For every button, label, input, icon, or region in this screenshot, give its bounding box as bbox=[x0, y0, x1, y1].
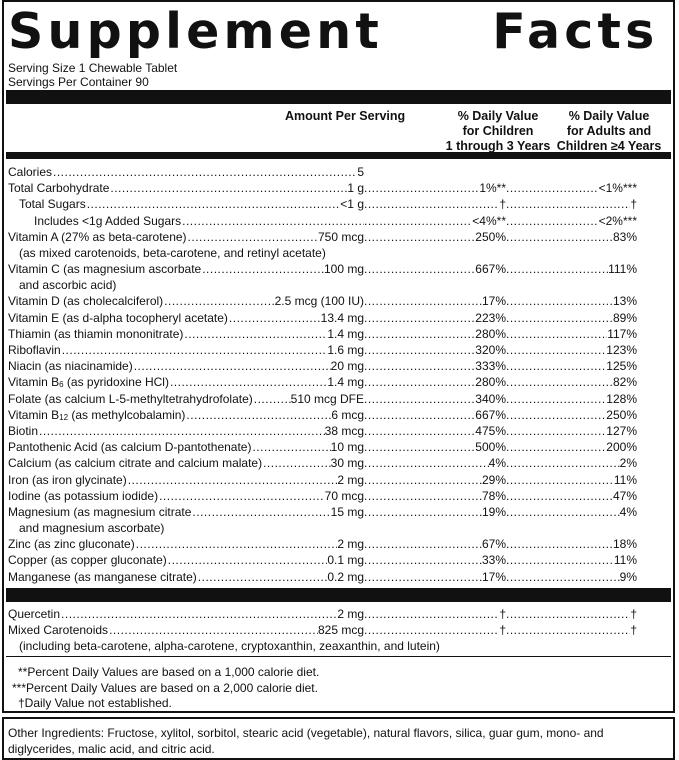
nutrient-dv-children: 78% bbox=[481, 488, 506, 503]
nutrient-row bbox=[8, 472, 669, 488]
nutrient-name-amount bbox=[8, 391, 364, 407]
nutrient-dv-children: 223% bbox=[475, 310, 506, 325]
nutrient-name: Manganese (as manganese citrate) bbox=[8, 569, 197, 584]
nutrient-name-amount bbox=[8, 569, 364, 585]
nutrient-leader bbox=[364, 439, 475, 455]
nutrient-amount: 2 mg bbox=[337, 472, 364, 487]
nutrient-amount: <1 g bbox=[340, 197, 364, 212]
nutrient-name: Magnesium (as magnesium citrate bbox=[8, 504, 192, 519]
nutrient-leader bbox=[188, 229, 318, 245]
nutrient-leader bbox=[506, 342, 606, 358]
nutrient-dv-adults-cell bbox=[506, 553, 637, 569]
nutrient-leader bbox=[364, 326, 475, 342]
nutrient-dv-children-cell bbox=[364, 536, 506, 552]
other-active-dv-children-cell bbox=[364, 606, 506, 622]
nutrient-leader bbox=[128, 472, 338, 488]
nutrient-dv-children-cell bbox=[364, 374, 506, 390]
divider-thick-2 bbox=[6, 588, 671, 602]
nutrient-leader bbox=[506, 488, 613, 504]
nutrient-leader bbox=[252, 439, 330, 455]
nutrient-dv-adults-cell bbox=[506, 180, 637, 196]
nutrient-amount: 1 g bbox=[347, 181, 364, 196]
nutrient-dv-adults: <1%*** bbox=[598, 181, 637, 196]
nutrient-dv-children-cell bbox=[364, 310, 506, 326]
other-active-leader bbox=[364, 622, 499, 638]
nutrient-amount: 2.5 mcg (100 IU) bbox=[274, 294, 364, 309]
nutrient-dv-children-cell bbox=[364, 358, 506, 374]
nutrient-dv-adults: 13% bbox=[612, 294, 637, 309]
nutrient-row bbox=[8, 455, 669, 471]
nutrient-leader bbox=[364, 391, 475, 407]
other-active-leader bbox=[61, 606, 337, 622]
nutrient-dv-adults: 127% bbox=[606, 423, 637, 438]
nutrient-row bbox=[8, 196, 669, 212]
other-active-name-amount bbox=[8, 622, 364, 638]
nutrient-dv-children: 280% bbox=[475, 326, 506, 341]
nutrient-name-amount bbox=[8, 374, 364, 390]
nutrient-amount: 100 mg bbox=[323, 262, 364, 277]
nutrient-amount: 2 mg bbox=[337, 537, 364, 552]
nutrient-row bbox=[8, 504, 669, 520]
nutrient-dv-children-cell bbox=[364, 213, 506, 229]
nutrient-leader bbox=[506, 358, 606, 374]
nutrient-dv-adults-cell bbox=[506, 423, 637, 439]
header-dv-children: % Daily Value for Children 1 through 3 Years bbox=[445, 109, 551, 153]
nutrient-dv-adults-cell bbox=[506, 342, 637, 358]
nutrient-leader bbox=[364, 196, 499, 212]
nutrient-dv-adults: 117% bbox=[607, 326, 637, 341]
nutrient-name-amount bbox=[8, 261, 364, 277]
nutrient-dv-adults-cell bbox=[506, 391, 637, 407]
nutrient-dv-children: 17% bbox=[481, 569, 506, 584]
nutrient-source-note: (as mixed carotenoids, beta-carotene, and retinyl acetate) bbox=[19, 245, 326, 260]
nutrient-dv-children-cell bbox=[364, 196, 506, 212]
nutrient-dv-adults-cell bbox=[506, 407, 637, 423]
nutrient-dv-children: 67% bbox=[481, 537, 506, 552]
nutrient-dv-children: 333% bbox=[475, 359, 506, 374]
nutrient-amount: 5 bbox=[357, 164, 364, 179]
nutrient-leader bbox=[506, 553, 614, 569]
nutrient-leader bbox=[364, 423, 475, 439]
nutrient-leader bbox=[87, 196, 341, 212]
nutrient-leader bbox=[506, 229, 613, 245]
nutrient-name: Zinc (as zinc gluconate) bbox=[8, 537, 135, 552]
nutrient-leader bbox=[364, 294, 482, 310]
nutrient-leader bbox=[263, 455, 331, 471]
nutrient-leader bbox=[364, 229, 475, 245]
nutrient-amount: 1.6 mg bbox=[327, 343, 364, 358]
divider-thick bbox=[6, 90, 671, 104]
other-active-dv-adults: † bbox=[630, 623, 637, 638]
nutrient-amount: 510 mcg DFE bbox=[290, 391, 364, 406]
nutrient-dv-adults-cell bbox=[506, 261, 637, 277]
nutrient-leader bbox=[53, 164, 357, 180]
nutrient-dv-adults-cell bbox=[506, 326, 637, 342]
nutrient-dv-children-cell bbox=[364, 488, 506, 504]
nutrient-leader bbox=[364, 261, 475, 277]
nutrient-dv-adults: 11% bbox=[613, 472, 637, 487]
nutrient-dv-adults: 123% bbox=[606, 343, 637, 358]
nutrient-amount: 70 mcg bbox=[324, 488, 364, 503]
other-active-amount: 825 mcg bbox=[317, 623, 364, 638]
nutrient-dv-adults: 82% bbox=[612, 375, 637, 390]
other-active-dv-children: † bbox=[499, 623, 506, 638]
nutrient-name: Includes <1g Added Sugars bbox=[34, 213, 182, 228]
nutrient-name: Vitamin A (27% as beta-carotene) bbox=[8, 229, 187, 244]
servings-per-container: Servings Per Container 90 bbox=[8, 75, 149, 89]
nutrient-dv-children-cell bbox=[364, 229, 506, 245]
nutrient-row bbox=[8, 164, 669, 180]
nutrient-dv-adults: 47% bbox=[612, 488, 637, 503]
footnote-1: **Percent Daily Values are based on a 1,000 calorie diet. bbox=[18, 665, 320, 680]
nutrient-row bbox=[8, 294, 669, 310]
nutrient-row bbox=[8, 213, 669, 229]
nutrient-row bbox=[8, 553, 669, 569]
nutrient-leader bbox=[182, 213, 364, 229]
nutrient-dv-children: † bbox=[499, 197, 506, 212]
nutrient-leader bbox=[364, 488, 482, 504]
nutrient-dv-children-cell bbox=[364, 391, 506, 407]
nutrient-dv-adults-cell bbox=[506, 488, 637, 504]
nutrient-leader bbox=[506, 455, 620, 471]
nutrient-leader bbox=[192, 504, 330, 520]
nutrient-leader bbox=[506, 439, 606, 455]
nutrient-row bbox=[8, 358, 669, 374]
nutrient-dv-adults: 128% bbox=[606, 391, 637, 406]
nutrient-name: Iodine (as potassium iodide) bbox=[8, 488, 159, 503]
other-active-name: Quercetin bbox=[8, 606, 61, 621]
nutrient-dv-adults-cell bbox=[506, 358, 637, 374]
nutrient-dv-adults-cell bbox=[506, 569, 637, 585]
nutrient-leader bbox=[364, 374, 475, 390]
nutrient-dv-children: 280% bbox=[475, 375, 506, 390]
nutrient-dv-adults: 2% bbox=[619, 456, 637, 471]
nutrient-row bbox=[8, 374, 669, 390]
nutrient-dv-children-cell bbox=[364, 261, 506, 277]
nutrient-leader bbox=[506, 294, 613, 310]
other-active-dv-children-cell bbox=[364, 622, 506, 638]
nutrient-dv-children: 500% bbox=[475, 440, 506, 455]
nutrient-dv-adults-cell bbox=[506, 504, 637, 520]
nutrient-name-amount bbox=[8, 294, 364, 310]
nutrient-name-amount bbox=[8, 213, 364, 229]
other-active-amount: 2 mg bbox=[337, 606, 364, 621]
nutrient-amount: 13.4 mg bbox=[320, 310, 364, 325]
other-active-dv-adults-cell bbox=[506, 606, 637, 622]
nutrient-leader bbox=[62, 342, 328, 358]
nutrient-leader bbox=[168, 553, 328, 569]
nutrient-dv-adults: 250% bbox=[606, 407, 637, 422]
nutrient-dv-adults-cell bbox=[506, 196, 637, 212]
nutrient-name-amount bbox=[8, 455, 364, 471]
nutrient-dv-children-cell bbox=[364, 569, 506, 585]
nutrient-row bbox=[8, 536, 669, 552]
nutrient-dv-adults-cell bbox=[506, 310, 637, 326]
nutrient-name: Calories bbox=[8, 164, 53, 179]
other-active-leader bbox=[109, 622, 318, 638]
nutrient-amount: 10 mg bbox=[330, 440, 364, 455]
nutrient-amount: 0.1 mg bbox=[327, 553, 364, 568]
nutrient-dv-children-cell bbox=[364, 407, 506, 423]
panel-title: Supplement Facts bbox=[8, 3, 659, 60]
nutrient-dv-adults: 11% bbox=[613, 553, 637, 568]
other-ingredients: Other Ingredients: Fructose, xylitol, sorbitol, stearic acid (vegetable), natural flavors, silica, guar gum, mono- and diglycerides, malic acid, and citric acid. bbox=[2, 717, 675, 760]
nutrient-row bbox=[8, 569, 669, 585]
nutrient-name-amount bbox=[8, 407, 364, 423]
nutrient-dv-adults-cell bbox=[506, 294, 637, 310]
nutrient-name: Vitamin C (as magnesium ascorbate bbox=[8, 262, 202, 277]
nutrient-leader bbox=[136, 536, 338, 552]
nutrient-row bbox=[8, 488, 669, 504]
nutrient-leader bbox=[364, 358, 475, 374]
serving-size: Serving Size 1 Chewable Tablet bbox=[8, 61, 178, 75]
nutrient-list bbox=[8, 159, 669, 585]
nutrient-leader bbox=[39, 423, 325, 439]
nutrient-leader bbox=[198, 569, 328, 585]
nutrient-leader bbox=[506, 374, 613, 390]
nutrient-name: Vitamin E (as d-alpha tocopheryl acetate) bbox=[8, 310, 228, 325]
nutrient-leader bbox=[506, 261, 608, 277]
nutrient-dv-children: 33% bbox=[481, 553, 506, 568]
nutrient-leader bbox=[202, 261, 324, 277]
nutrient-name: Biotin bbox=[8, 423, 39, 438]
nutrient-leader bbox=[506, 180, 599, 196]
nutrient-dv-children: 340% bbox=[475, 391, 506, 406]
other-active-leader bbox=[364, 606, 499, 622]
nutrient-leader bbox=[184, 326, 327, 342]
nutrient-name-amount bbox=[8, 472, 364, 488]
nutrient-leader bbox=[364, 342, 475, 358]
nutrient-row bbox=[8, 407, 669, 423]
nutrient-name-amount bbox=[8, 536, 364, 552]
nutrient-dv-children: 667% bbox=[475, 262, 506, 277]
nutrient-leader bbox=[364, 472, 482, 488]
nutrient-name: Niacin (as niacinamide) bbox=[8, 359, 133, 374]
nutrient-dv-children: 29% bbox=[481, 472, 506, 487]
nutrient-dv-children: 1%** bbox=[479, 181, 506, 196]
footnotes bbox=[8, 657, 669, 712]
footnote-2: ***Percent Daily Values are based on a 2,000 calorie diet. bbox=[12, 680, 318, 695]
nutrient-dv-children-cell bbox=[364, 180, 506, 196]
nutrient-dv-children: 667% bbox=[475, 407, 506, 422]
other-active-dv-adults-cell bbox=[506, 622, 637, 638]
other-active-note: (including beta-carotene, alpha-carotene, cryptoxanthin, zeaxanthin, and lutein) bbox=[19, 639, 440, 654]
nutrient-leader bbox=[506, 407, 606, 423]
nutrient-dv-adults-cell bbox=[506, 472, 637, 488]
nutrient-leader bbox=[186, 407, 331, 423]
nutrient-leader bbox=[364, 213, 472, 229]
nutrient-dv-children-cell bbox=[364, 455, 506, 471]
other-active-dv-adults: † bbox=[630, 606, 637, 621]
nutrient-dv-adults-cell bbox=[506, 229, 637, 245]
nutrient-name-amount bbox=[8, 180, 364, 196]
nutrient-dv-adults: <2%*** bbox=[598, 213, 637, 228]
nutrient-amount: 15 mg bbox=[330, 504, 364, 519]
other-active-row bbox=[8, 622, 669, 638]
nutrient-name-amount bbox=[8, 553, 364, 569]
nutrient-name-amount bbox=[8, 326, 364, 342]
nutrient-dv-adults: 9% bbox=[619, 569, 637, 584]
nutrient-name-amount bbox=[8, 196, 364, 212]
nutrient-row bbox=[8, 326, 669, 342]
nutrient-leader bbox=[159, 488, 325, 504]
nutrient-leader bbox=[164, 294, 274, 310]
nutrient-row bbox=[8, 261, 669, 277]
other-active-leader bbox=[506, 622, 630, 638]
nutrient-name: Folate (as calcium L-5-methyltetrahydrofolate) bbox=[8, 391, 253, 406]
nutrient-name-amount bbox=[8, 358, 364, 374]
nutrient-dv-adults-cell bbox=[506, 439, 637, 455]
nutrient-amount: 6 mcg bbox=[331, 407, 364, 422]
nutrient-row bbox=[8, 391, 669, 407]
nutrient-leader bbox=[364, 407, 475, 423]
nutrient-dv-children: 19% bbox=[481, 504, 506, 519]
footnote-3: †Daily Value not established. bbox=[18, 696, 172, 711]
other-active-row bbox=[8, 606, 669, 622]
nutrient-name-amount bbox=[8, 310, 364, 326]
nutrient-row bbox=[8, 180, 669, 196]
nutrient-leader bbox=[506, 310, 613, 326]
nutrient-leader bbox=[134, 358, 331, 374]
nutrient-leader bbox=[506, 391, 606, 407]
nutrient-amount: 20 mg bbox=[330, 359, 364, 374]
nutrient-dv-adults-cell bbox=[506, 374, 637, 390]
nutrient-name: Copper (as copper gluconate) bbox=[8, 553, 167, 568]
nutrient-leader bbox=[364, 504, 482, 520]
nutrient-dv-children-cell bbox=[364, 553, 506, 569]
nutrient-leader bbox=[254, 391, 291, 407]
other-active-name: Mixed Carotenoids bbox=[8, 623, 109, 638]
nutrient-name-amount bbox=[8, 229, 364, 245]
nutrient-name: Thiamin (as thiamin mononitrate) bbox=[8, 326, 184, 341]
nutrient-dv-children: 475% bbox=[475, 423, 506, 438]
nutrient-dv-children: 17% bbox=[481, 294, 506, 309]
nutrient-dv-children-cell bbox=[364, 423, 506, 439]
nutrient-amount: 30 mg bbox=[330, 456, 364, 471]
nutrient-leader bbox=[506, 504, 620, 520]
nutrient-leader bbox=[506, 196, 630, 212]
nutrient-dv-adults-cell bbox=[506, 455, 637, 471]
other-active-name-amount bbox=[8, 606, 364, 622]
nutrient-name-amount bbox=[8, 164, 364, 180]
column-header bbox=[8, 104, 669, 152]
nutrient-leader bbox=[364, 553, 482, 569]
nutrient-name: Riboflavin bbox=[8, 343, 61, 358]
nutrient-source-note: and magnesium ascorbate) bbox=[19, 521, 165, 536]
nutrient-leader bbox=[506, 213, 599, 229]
nutrient-dv-children-cell bbox=[364, 472, 506, 488]
nutrient-name: Total Sugars bbox=[19, 197, 86, 212]
supplement-facts-panel bbox=[2, 0, 675, 713]
nutrient-row bbox=[8, 229, 669, 245]
nutrient-leader bbox=[364, 455, 489, 471]
nutrient-row bbox=[8, 310, 669, 326]
nutrient-dv-children: 4% bbox=[488, 456, 506, 471]
nutrient-name: Calcium (as calcium citrate and calcium malate) bbox=[8, 456, 263, 471]
nutrient-leader bbox=[506, 536, 613, 552]
nutrient-leader bbox=[364, 536, 482, 552]
nutrient-leader bbox=[364, 569, 482, 585]
nutrient-leader bbox=[506, 569, 620, 585]
nutrient-amount: 1.4 mg bbox=[327, 375, 364, 390]
nutrient-dv-adults: 18% bbox=[612, 537, 637, 552]
nutrient-name-amount bbox=[8, 488, 364, 504]
nutrient-leader bbox=[364, 180, 479, 196]
nutrient-source-note: and ascorbic acid) bbox=[19, 278, 117, 293]
nutrient-leader bbox=[506, 423, 606, 439]
nutrient-leader bbox=[229, 310, 321, 326]
other-active-leader bbox=[506, 606, 630, 622]
nutrient-dv-children: 250% bbox=[475, 229, 506, 244]
nutrient-leader bbox=[506, 472, 614, 488]
nutrient-name: Total Carbohydrate bbox=[8, 181, 110, 196]
nutrient-name-amount bbox=[8, 342, 364, 358]
nutrient-dv-adults-cell bbox=[506, 213, 637, 229]
nutrient-leader bbox=[506, 326, 607, 342]
nutrient-dv-children-cell bbox=[364, 342, 506, 358]
nutrient-dv-children-cell bbox=[364, 504, 506, 520]
nutrient-row bbox=[8, 439, 669, 455]
nutrient-dv-adults: 111% bbox=[608, 262, 637, 277]
nutrient-name: Vitamin $B_{12}$ (as methylcobalamin) bbox=[8, 407, 186, 422]
nutrient-dv-children-cell bbox=[364, 294, 506, 310]
nutrient-amount: 0.2 mg bbox=[327, 569, 364, 584]
other-active-dv-children: † bbox=[499, 606, 506, 621]
nutrient-row bbox=[8, 423, 669, 439]
nutrient-dv-adults: 89% bbox=[612, 310, 637, 325]
nutrient-dv-children-cell bbox=[364, 439, 506, 455]
header-amount: Amount Per Serving bbox=[285, 109, 406, 123]
nutrient-dv-adults: 125% bbox=[606, 359, 637, 374]
other-actives-list bbox=[8, 602, 669, 655]
nutrient-name-amount bbox=[8, 504, 364, 520]
nutrient-name-amount bbox=[8, 423, 364, 439]
nutrient-dv-children: <4%** bbox=[472, 213, 506, 228]
nutrient-dv-adults-cell bbox=[506, 536, 637, 552]
nutrient-name: Iron (as iron glycinate) bbox=[8, 472, 127, 487]
nutrient-name-amount bbox=[8, 439, 364, 455]
nutrient-dv-children: 320% bbox=[475, 343, 506, 358]
nutrient-name: Vitamin D (as cholecalciferol) bbox=[8, 294, 164, 309]
header-dv-adults: % Daily Value for Adults and Children ≥4 Years bbox=[556, 109, 662, 153]
nutrient-dv-adults: 4% bbox=[619, 504, 637, 519]
nutrient-leader bbox=[110, 180, 347, 196]
nutrient-amount: 1.4 mg bbox=[327, 326, 364, 341]
nutrient-amount: 38 mcg bbox=[324, 423, 364, 438]
nutrient-dv-adults: 83% bbox=[612, 229, 637, 244]
nutrient-dv-adults: † bbox=[630, 197, 637, 212]
nutrient-dv-children-cell bbox=[364, 326, 506, 342]
nutrient-name: Pantothenic Acid (as calcium D-pantothenate) bbox=[8, 440, 252, 455]
nutrient-leader bbox=[364, 310, 475, 326]
nutrient-name: Vitamin $B_6$ (as pyridoxine HCl) bbox=[8, 375, 169, 390]
nutrient-row bbox=[8, 342, 669, 358]
nutrient-dv-adults: 200% bbox=[606, 440, 637, 455]
nutrient-leader bbox=[170, 374, 327, 390]
nutrient-amount: 750 mcg bbox=[317, 229, 364, 244]
